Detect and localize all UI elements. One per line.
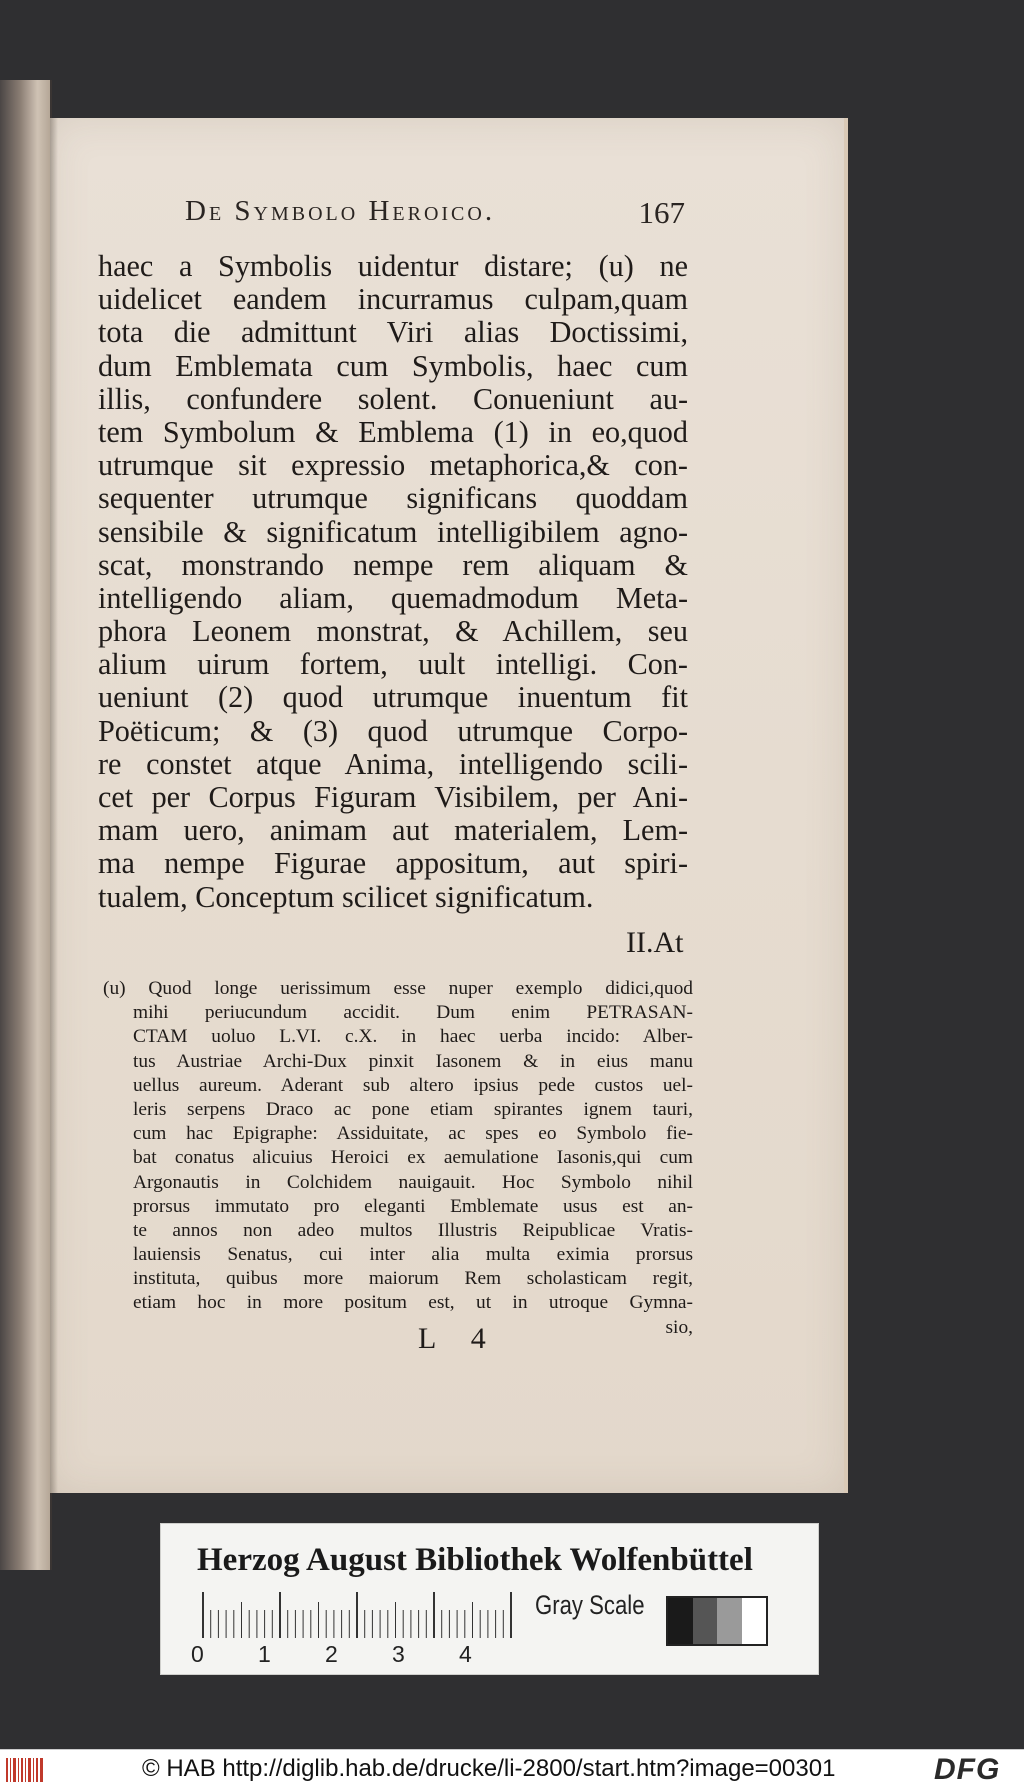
body-line: ma nempe Figurae appositum, aut spiri-	[98, 846, 688, 881]
citation-link[interactable]: © HAB http://diglib.hab.de/drucke/li-2800/start.htm?image=00301	[142, 1755, 836, 1782]
body-line: illis, confundere solent. Conueniunt au-	[98, 381, 688, 416]
body-line: tem Symbolum & Emblema (1) in eo,quod	[98, 414, 688, 449]
gray-swatch	[717, 1598, 742, 1644]
gray-scale-label: Gray Scale	[535, 1590, 645, 1620]
ruler-number: 3	[392, 1641, 405, 1667]
footnote-line: sio,	[665, 1316, 693, 1338]
footnote-line: (u) Quod longe uerissimum esse nuper exemplo didici,quod	[103, 978, 693, 999]
footnote-line: CTAM uoluo L.VI. c.X. in haec uerba incido: Alber-	[133, 1026, 693, 1048]
body-line: tota die admittunt Viri alias Doctissimi,	[98, 315, 688, 350]
color-scale-card	[160, 1523, 819, 1675]
body-line: cet per Corpus Figuram Visibilem, per Ani-	[98, 780, 688, 814]
body-line: ueniunt (2) quod utrumque inuentum fit	[98, 680, 688, 715]
footnote-line: prorsus immutato pro eleganti Emblemate usus est an-	[133, 1195, 693, 1217]
body-text	[98, 250, 688, 914]
previous-leaf-edge	[0, 80, 52, 1570]
body-line: dum Emblemata cum Symbolis, haec cum	[98, 348, 688, 383]
footnote-line: mihi periucundum accidit. Dum enim PETRASAN-	[133, 1002, 693, 1024]
ruler-number: 1	[258, 1641, 271, 1667]
footnote-line: Argonautis in Colchidem nauigauit. Hoc Symbolo nihil	[133, 1171, 693, 1193]
footnote-line: lauiensis Senatus, cui inter alia multa eximia prorsus	[133, 1244, 693, 1266]
ruler-numbers	[191, 1641, 511, 1671]
body-line: re constet atque Anima, intelligendo scili-	[98, 746, 688, 781]
running-head	[185, 195, 685, 228]
body-line: scat, monstrando nempe rem aliquam &	[98, 547, 688, 582]
body-line: sensibile & significatum intelligibilem agno-	[98, 514, 688, 549]
footnote-line: leris serpens Draco ac pone etiam spirantes ignem tauri,	[133, 1098, 693, 1120]
body-line: uidelicet eandem incurramus culpam,quam	[98, 282, 688, 317]
catchword: II.At	[626, 926, 684, 959]
library-name: Herzog August Bibliothek Wolfenbüttel	[197, 1542, 753, 1578]
gray-swatch	[742, 1598, 767, 1644]
body-line: utrumque sit expressio metaphorica,& con-	[98, 448, 688, 483]
gray-swatch	[668, 1598, 693, 1644]
body-line: alium uirum fortem, uult intelligi. Con-	[98, 647, 688, 682]
gray-scale-swatches	[666, 1596, 768, 1646]
gray-swatch	[693, 1598, 718, 1644]
body-line: intelligendo aliam, quemadmodum Meta-	[98, 580, 688, 615]
barcode-icon	[6, 1758, 44, 1782]
footnote-line: bat conatus alicuius Heroici ex aemulatione Iasonis,qui cum	[133, 1147, 693, 1169]
body-line: sequenter utrumque significans quoddam	[98, 481, 688, 516]
footnote-line: cum hac Epigraphe: Assiduitate, ac spes eo Symbolo fie-	[133, 1123, 693, 1145]
ruler-number: 0	[191, 1641, 204, 1667]
ruler-number: 2	[325, 1641, 338, 1667]
page-gutter-shadow	[50, 118, 58, 1493]
ruler-scale	[201, 1592, 526, 1644]
dfg-logo: DFG	[934, 1753, 1001, 1786]
body-line: phora Leonem monstrat, & Achillem, seu	[98, 614, 688, 649]
body-line: mam uero, animam aut materialem, Lem-	[98, 813, 688, 848]
signature-mark: L 4	[418, 1322, 500, 1355]
footnote-line: tus Austriae Archi-Dux pinxit Iasonem & in eius manu	[133, 1050, 693, 1072]
page-number: 167	[638, 195, 685, 230]
footer-bar	[0, 1749, 1024, 1789]
body-line: tualem, Conceptum scilicet significatum.	[98, 879, 594, 914]
footnote-line: etiam hoc in more positum est, ut in utroque Gymna-	[133, 1292, 693, 1314]
body-line: Poëticum; & (3) quod utrumque Corpo-	[98, 713, 688, 748]
footnote	[103, 977, 693, 1340]
body-line: haec a Symbolis uidentur distare; (u) ne	[98, 249, 688, 283]
footnote-line: uellus aureum. Aderant sub altero ipsius pede custos uel-	[133, 1074, 693, 1096]
running-head-title: De Symbolo Heroico.	[185, 195, 496, 227]
footnote-line: te annos non adeo multos Illustris Reipublicae Vratis-	[133, 1219, 693, 1241]
footnote-line: instituta, quibus more maiorum Rem scholasticam regit,	[133, 1268, 693, 1290]
ruler-number: 4	[459, 1641, 472, 1667]
